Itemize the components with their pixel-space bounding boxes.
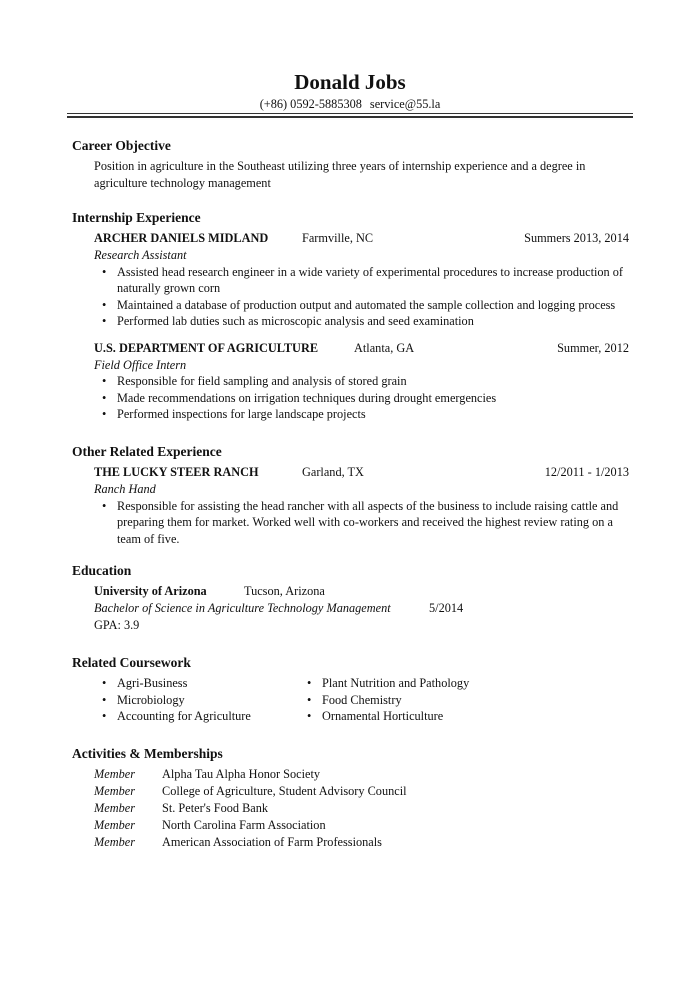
membership-role: Member: [94, 784, 135, 798]
list-item: • Ornamental Horticulture: [307, 708, 469, 725]
degree-row: [94, 600, 632, 617]
course-list: [307, 675, 469, 725]
header-rule-thick: [67, 116, 633, 118]
list-item: [94, 834, 632, 851]
list-item: • Maintained a database of production output and automated the sample collection and logging process: [102, 297, 632, 314]
school-name: University of Arizona: [94, 584, 207, 598]
degree: Bachelor of Science in Agriculture Technology Management: [94, 601, 391, 615]
entry-header: [94, 230, 632, 247]
list-item: • Agri-Business: [102, 675, 251, 692]
organization: ARCHER DANIELS MIDLAND: [94, 231, 269, 245]
entry-header: [94, 340, 632, 357]
graduation-date: 5/2014: [429, 601, 464, 615]
location: Garland, TX: [302, 465, 364, 479]
date-range: Summers 2013, 2014: [524, 231, 629, 245]
candidate-name: Donald Jobs: [294, 70, 406, 94]
membership-org: North Carolina Farm Association: [162, 818, 326, 832]
education-section: [72, 562, 632, 634]
section-title: Internship Experience: [72, 210, 201, 225]
list-item: • Food Chemistry: [307, 692, 469, 709]
section-title: Related Coursework: [72, 655, 191, 670]
membership-org: St. Peter's Food Bank: [162, 801, 269, 815]
membership-role: Member: [94, 767, 135, 781]
list-item: [94, 817, 632, 834]
section-title: Other Related Experience: [72, 444, 222, 459]
career-objective-section: [72, 137, 632, 191]
date-range: Summer, 2012: [557, 340, 629, 355]
list-item: • Plant Nutrition and Pathology: [307, 675, 469, 692]
coursework-column-right: [307, 675, 469, 725]
school-row: [94, 583, 632, 600]
coursework-column-left: [102, 675, 251, 725]
date-range: 12/2011 - 1/2013: [544, 465, 629, 479]
email-address: service@55.la: [369, 97, 441, 111]
list-item: [94, 783, 632, 800]
course-list: [102, 675, 251, 725]
membership-org: Alpha Tau Alpha Honor Society: [162, 767, 321, 781]
experience-entry: [72, 230, 632, 330]
coursework-section: [72, 654, 632, 727]
objective-text: [94, 158, 604, 191]
list-item: • Assisted head research engineer in a wide variety of experimental procedures to increase production of naturally grown corn: [102, 264, 632, 297]
phone-number: (+86) 0592-5885308: [259, 97, 362, 111]
entry-header: [94, 464, 632, 481]
coursework-columns: [102, 675, 632, 727]
duty-list: [102, 498, 632, 548]
duty-list: [102, 373, 632, 423]
list-item: • Made recommendations on irrigation techniques during drought emergencies: [102, 390, 632, 407]
organization: U.S. DEPARTMENT OF AGRICULTURE: [94, 340, 319, 355]
organization: THE LUCKY STEER RANCH: [94, 465, 259, 479]
membership-org: American Association of Farm Professionals: [162, 835, 382, 849]
list-item: • Accounting for Agriculture: [102, 708, 251, 725]
list-item: [94, 766, 632, 783]
activities-section: [72, 745, 632, 851]
objective-line: agriculture technology management: [94, 175, 271, 190]
job-title: Field Office Intern: [94, 357, 187, 372]
contact-line: [0, 96, 700, 112]
school-location: Tucson, Arizona: [244, 584, 325, 598]
list-item: • Responsible for field sampling and analysis of stored grain: [102, 373, 632, 390]
membership-role: Member: [94, 801, 135, 815]
list-item: [94, 800, 632, 817]
section-title: Career Objective: [72, 138, 171, 153]
internship-section: [72, 209, 632, 433]
location: Farmville, NC: [302, 231, 374, 245]
gpa: GPA: 3.9: [94, 618, 140, 632]
section-title: Education: [72, 563, 132, 578]
objective-line: Position in agriculture in the Southeast utilizing three years of internship experience and a degree in: [94, 159, 586, 173]
list-item: • Performed lab duties such as microscopic analysis and seed examination: [102, 313, 632, 330]
membership-role: Member: [94, 835, 135, 849]
job-title: Research Assistant: [94, 248, 187, 262]
section-title: Activities & Memberships: [72, 746, 223, 761]
membership-org: College of Agriculture, Student Advisory Council: [162, 784, 407, 798]
duty-list: [102, 264, 632, 330]
other-experience-section: [72, 443, 632, 557]
header-rule-thin: [67, 113, 633, 114]
location: Atlanta, GA: [354, 340, 415, 355]
job-title: Ranch Hand: [94, 482, 156, 496]
list-item: • Performed inspections for large landscape projects: [102, 406, 632, 423]
experience-entry: [72, 340, 632, 423]
list-item: • Microbiology: [102, 692, 251, 709]
list-item: • Responsible for assisting the head rancher with all aspects of the business to include raising cattle and preparing them for market. Worked well with co-workers and received the highest review rating on a team of five.: [102, 498, 632, 548]
membership-role: Member: [94, 818, 135, 832]
experience-entry: [72, 464, 632, 547]
